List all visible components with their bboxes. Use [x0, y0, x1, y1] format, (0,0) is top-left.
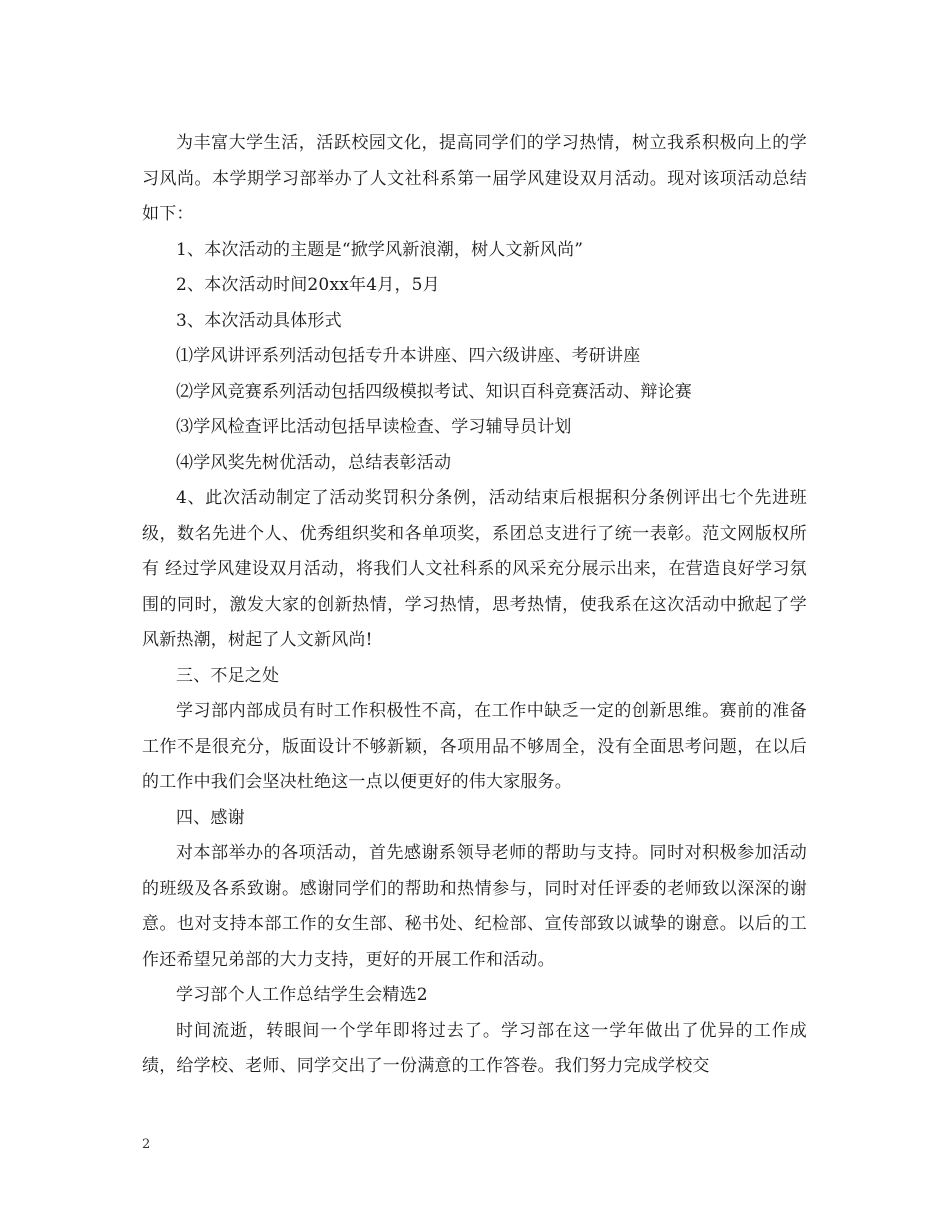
paragraph-subitem-3: ⑶学风检查评比活动包括早读检查、学习辅导员计划: [176, 417, 572, 437]
paragraph-item-4-rewards: 4、此次活动制定了活动奖罚积分条例，活动结束后根据积分条例评出七个先进班级，数名先进个人、优秀组织奖和各单项奖，系团总支进行了统一表彰。范文网版权所有 经过学风建设双月活动，将我们人文社科系的风采充分展示出来，在营造良好学习氛围的同时，激发大家的创新热情，学习热情，思考热情，使我系在这次活动中掀起了学风新热潮，树起了人文新风尚!: [142, 488, 807, 650]
paragraph-item-1-theme: 1、本次活动的主题是“掀学风新浪潮，树人文新风尚”: [176, 239, 584, 260]
paragraph-item-2-time: 2、本次活动时间20xx年4月，5月: [176, 275, 440, 295]
heading-shortcomings: 三、不足之处: [176, 665, 280, 686]
paragraph-subitem-4: ⑷学风奖先树优活动，总结表彰活动: [176, 452, 452, 473]
section-title-2: 学习部个人工作总结学生会精选2: [176, 985, 428, 1005]
document-body: [142, 126, 807, 1085]
paragraph-subitem-2: ⑵学风竞赛系列活动包括四级模拟考试、知识百科竞赛活动、辩论赛: [176, 381, 692, 402]
paragraph-item-3-forms: 3、本次活动具体形式: [176, 310, 342, 331]
paragraph-subitem-1: ⑴学风讲评系列活动包括专升本讲座、四六级讲座、考研讲座: [176, 346, 641, 366]
paragraph-shortcomings: 学习部内部成员有时工作积极性不高，在工作中缺乏一定的创新思维。赛前的准备工作不是很充分，版面设计不够新颖，各项用品不够周全，没有全面思考问题，在以后的工作中我们会坚决杜绝这一点以便更好的伟大家服务。: [142, 701, 807, 792]
paragraph-thanks: 对本部举办的各项活动，首先感谢系领导老师的帮助与支持。同时对积极参加活动的班级及各系致谢。感谢同学们的帮助和热情参与，同时对任评委的老师致以深深的谢意。也对支持本部工作的女生部、秘书处、纪检部、宣传部致以诚挚的谢意。以后的工作还希望兄弟部的大力支持，更好的开展工作和活动。: [142, 843, 807, 970]
page-number: 2: [142, 1137, 151, 1152]
paragraph-intro: 为丰富大学生活，活跃校园文化，提高同学们的学习热情，树立我系积极向上的学习风尚。本学期学习部举办了人文社科系第一届学风建设双月活动。现对该项活动总结如下：: [142, 133, 807, 224]
paragraph-section-2-intro: 时间流逝，转眼间一个学年即将过去了。学习部在这一学年做出了优异的工作成绩，给学校、老师、同学交出了一份满意的工作答卷。我们努力完成学校交: [142, 1020, 807, 1076]
heading-thanks: 四、感谢: [176, 807, 245, 828]
